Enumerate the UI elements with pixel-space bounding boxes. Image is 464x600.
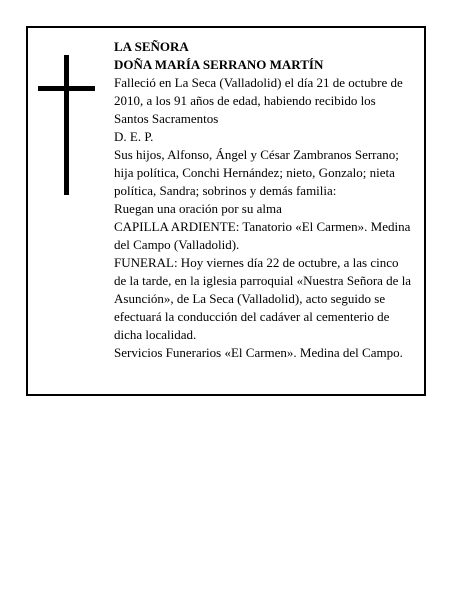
chapel-line: CAPILLA ARDIENTE: Tanatorio «El Carmen». Medina [114,219,411,234]
family-line: Sus hijos, Alfonso, Ángel y César Zambranos Serrano; [114,147,399,162]
family-line: hija política, Conchi Hernández; nieto, Gonzalo; nieta [114,165,395,180]
funeral-line: FUNERAL: Hoy viernes día 22 de octubre, a las cinco [114,255,399,270]
death-info-line: Santos Sacramentos [114,111,219,126]
rip-line: D. E. P. [114,129,154,144]
funeral-line: dicha localidad. [114,327,197,342]
death-info-line: 2010, a los 91 años de edad, habiendo recibido los [114,93,376,108]
notice-title: LA SEÑORA [114,39,189,54]
funeral-line: efectuará la conducción del cadáver al cementerio de [114,309,390,324]
chapel-line: del Campo (Valladolid). [114,237,240,252]
cross-icon-bar [38,86,95,91]
prayer-line: Ruegan una oración por su alma [114,201,282,216]
death-info-line: Falleció en La Seca (Valladolid) el día 21 de octubre de [114,75,403,90]
cross-icon [64,55,69,195]
funeral-services-line: Servicios Funerarios «El Carmen». Medina del Campo. [114,345,403,360]
funeral-line: de la tarde, en la iglesia parroquial «Nuestra Señora de la [114,273,412,288]
obituary-text [114,38,426,362]
family-line: política, Sandra; sobrinos y demás familia: [114,183,337,198]
funeral-line: Asunción», de La Seca (Valladolid), acto seguido se [114,291,386,306]
deceased-name: DOÑA MARÍA SERRANO MARTÍN [114,57,324,72]
